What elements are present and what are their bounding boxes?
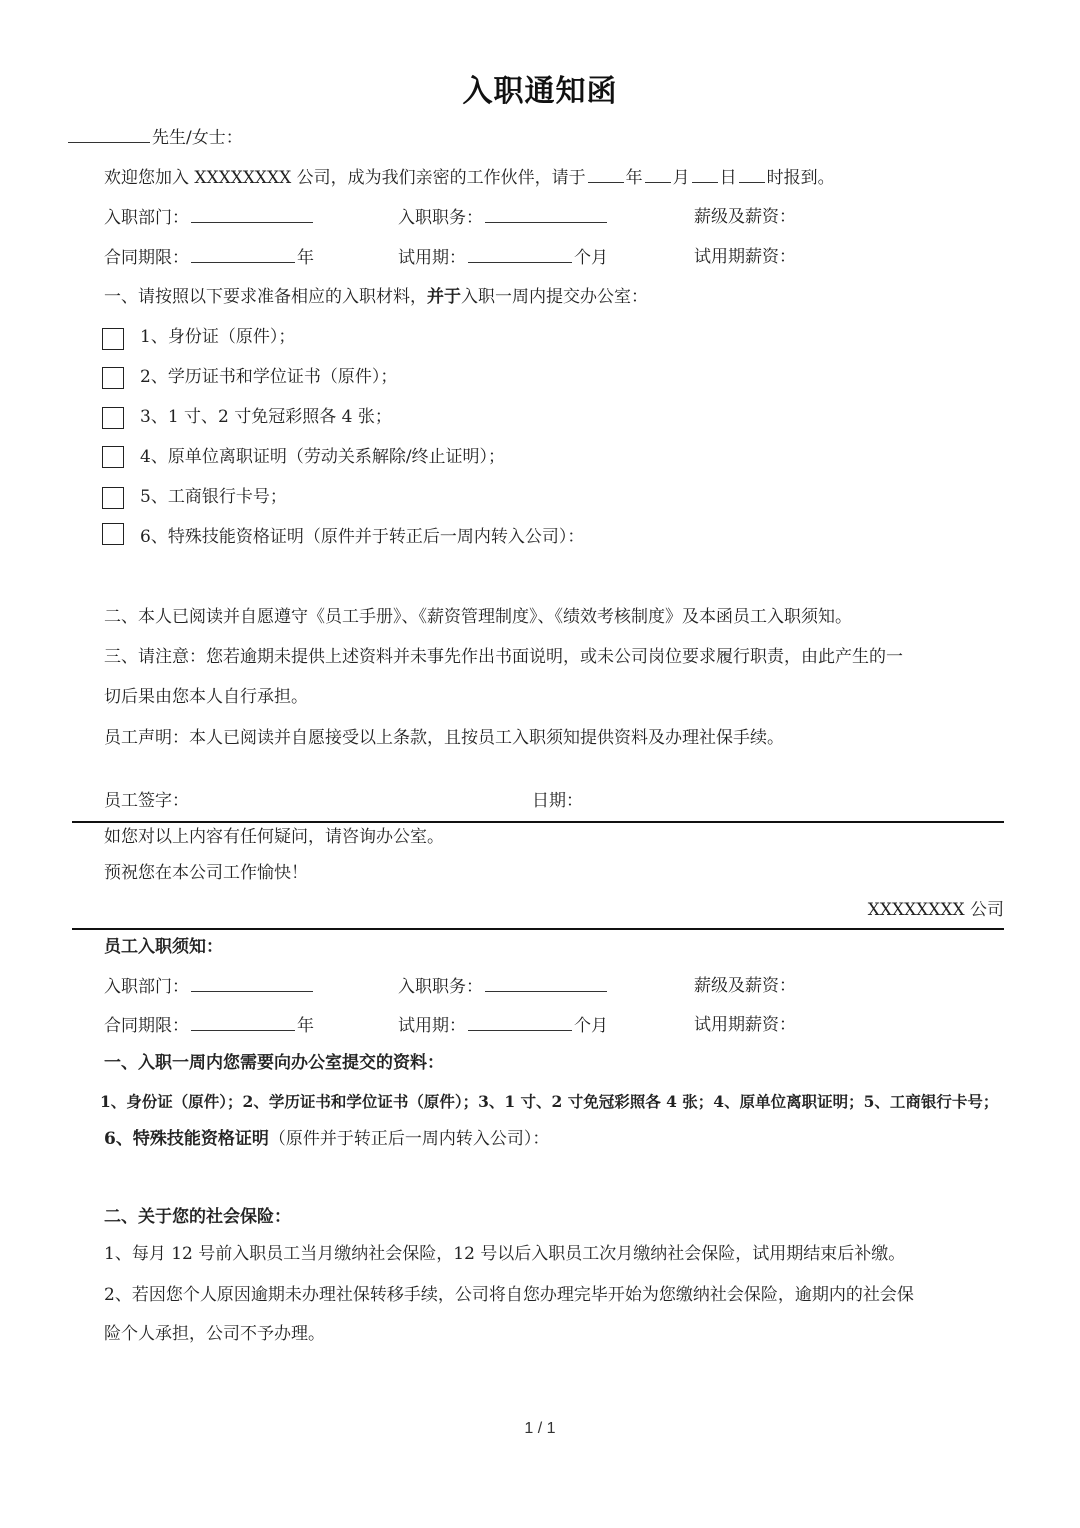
contract-term-label: 合同期限： xyxy=(104,248,189,268)
greeting-line xyxy=(66,126,243,149)
contract-term-field xyxy=(104,246,314,269)
welcome-day: 日 xyxy=(719,168,737,188)
probation-field xyxy=(398,246,608,269)
probation-salary-field xyxy=(694,246,796,268)
page-number: 1 / 1 xyxy=(524,1420,556,1437)
notice-materials-line-2-rest: （原件并于转正后一周内转入公司）： xyxy=(268,1129,550,1149)
checklist-item-2: 2、学历证书和学位证书（原件）； xyxy=(140,367,398,387)
checkbox-3[interactable] xyxy=(102,407,124,429)
notice-probation-salary-field xyxy=(694,1014,796,1036)
notice-heading: 员工入职须知： xyxy=(104,937,223,957)
contract-term-blank xyxy=(191,246,295,263)
notice-position-label: 入职职务： xyxy=(398,977,483,997)
company-signoff: XXXXXXXX 公司 xyxy=(867,900,1004,920)
notice-probation-month-unit: 个月 xyxy=(574,1016,608,1036)
position-blank xyxy=(485,206,607,223)
notice-contract-year-unit: 年 xyxy=(297,1016,314,1036)
notice-contract-term-label: 合同期限： xyxy=(104,1016,189,1036)
probation-month-unit: 个月 xyxy=(574,248,608,268)
probation-label: 试用期： xyxy=(398,248,466,268)
checkbox-6[interactable] xyxy=(102,523,124,545)
section-one-bold: 并于 xyxy=(427,287,461,307)
notice-probation-field xyxy=(398,1014,608,1037)
notice-insurance-heading: 二、关于您的社会保险： xyxy=(104,1207,291,1227)
checklist-item-3: 3、1 寸、2 寸免冠彩照各 4 张； xyxy=(140,407,392,427)
section-three-line-1: 三、请注意：您若逾期未提供上述资料并未事先作出书面说明，或未公司岗位要求履行职责，由此产生的一 xyxy=(104,647,903,667)
contract-year-unit: 年 xyxy=(297,248,314,268)
notice-materials-heading: 一、入职一周内您需要向办公室提交的资料： xyxy=(104,1053,444,1073)
notice-probation-label: 试用期： xyxy=(398,1016,466,1036)
notice-contract-term-field xyxy=(104,1014,314,1037)
checklist-item-1: 1、身份证（原件）； xyxy=(140,327,296,347)
checkbox-4[interactable] xyxy=(102,446,124,468)
notice-salary-grade-field xyxy=(694,975,796,997)
signature-label: 员工签字： xyxy=(104,791,189,811)
section-one-prefix: 一、请按照以下要求准备相应的入职材料， xyxy=(104,287,427,307)
salary-grade-field xyxy=(694,206,796,228)
date-label: 日期： xyxy=(532,791,583,811)
welcome-suffix: 时报到。 xyxy=(766,168,835,188)
department-field xyxy=(104,206,315,229)
department-label: 入职部门： xyxy=(104,208,189,228)
notice-probation-blank xyxy=(468,1014,572,1031)
notice-department-blank xyxy=(191,975,313,992)
name-blank xyxy=(68,126,150,143)
wish-text: 预祝您在本公司工作愉快！ xyxy=(104,863,308,883)
checkbox-1[interactable] xyxy=(102,328,124,350)
section-one-heading xyxy=(104,286,648,308)
notice-insurance-2-line-2: 险个人承担，公司不予办理。 xyxy=(104,1324,325,1344)
probation-salary-label: 试用期薪资： xyxy=(694,247,796,267)
hour-blank xyxy=(739,166,765,183)
notice-materials-line-1: 1、身份证（原件）；2、学历证书和学位证书（原件）；3、1 寸、2 寸免冠彩照各 4 张；4、原单位离职证明；5、工商银行卡号； xyxy=(100,1092,999,1111)
year-blank xyxy=(588,166,624,183)
notice-position-field xyxy=(398,975,609,998)
welcome-line xyxy=(104,166,835,189)
welcome-year: 年 xyxy=(625,168,643,188)
month-blank xyxy=(645,166,671,183)
checkbox-2[interactable] xyxy=(102,367,124,389)
notice-salary-grade-label: 薪级及薪资： xyxy=(694,976,796,996)
welcome-prefix: 欢迎您加入 XXXXXXXX 公司，成为我们亲密的工作伙伴，请于 xyxy=(104,168,586,188)
greeting-text: 先生/女士： xyxy=(152,128,243,148)
notice-contract-term-blank xyxy=(191,1014,295,1031)
divider-line-2 xyxy=(72,928,1004,930)
divider-line-1 xyxy=(72,821,1004,823)
checklist-item-4: 4、原单位离职证明（劳动关系解除/终止证明）； xyxy=(140,447,506,467)
section-two: 二、本人已阅读并自愿遵守《员工手册》、《薪资管理制度》、《绩效考核制度》及本函员工入职须知。 xyxy=(104,607,852,627)
probation-blank xyxy=(468,246,572,263)
welcome-month: 月 xyxy=(672,168,690,188)
notice-insurance-2-line-1: 2、若因您个人原因逾期未办理社保转移手续，公司将自您办理完毕开始为您缴纳社会保险，逾期内的社会保 xyxy=(104,1285,914,1305)
notice-materials-line-2-bold: 6、特殊技能资格证明 xyxy=(104,1129,269,1149)
section-one-suffix: 入职一周内提交办公室： xyxy=(461,287,648,307)
employee-declaration: 员工声明：本人已阅读并自愿接受以上条款，且按员工入职须知提供资料及办理社保手续。 xyxy=(104,728,784,748)
checklist-item-5: 5、工商银行卡号； xyxy=(140,487,287,507)
checklist-item-6: 6、特殊技能资格证明（原件并于转正后一周内转入公司）： xyxy=(140,527,585,547)
notice-department-field xyxy=(104,975,315,998)
position-label: 入职职务： xyxy=(398,208,483,228)
department-blank xyxy=(191,206,313,223)
section-three-line-2: 切后果由您本人自行承担。 xyxy=(104,687,308,707)
notice-department-label: 入职部门： xyxy=(104,977,189,997)
notice-position-blank xyxy=(485,975,607,992)
position-field xyxy=(398,206,609,229)
day-blank xyxy=(692,166,718,183)
notice-materials-line-2 xyxy=(104,1128,549,1150)
notice-probation-salary-label: 试用期薪资： xyxy=(694,1015,796,1035)
checkbox-5[interactable] xyxy=(102,487,124,509)
notice-insurance-1: 1、每月 12 号前入职员工当月缴纳社会保险，12 号以后入职员工次月缴纳社会保险，试用期结束后补缴。 xyxy=(104,1244,906,1264)
document-title: 入职通知函 xyxy=(462,74,618,109)
salary-grade-label: 薪级及薪资： xyxy=(694,207,796,227)
inquiry-text: 如您对以上内容有任何疑问，请咨询办公室。 xyxy=(104,827,444,847)
